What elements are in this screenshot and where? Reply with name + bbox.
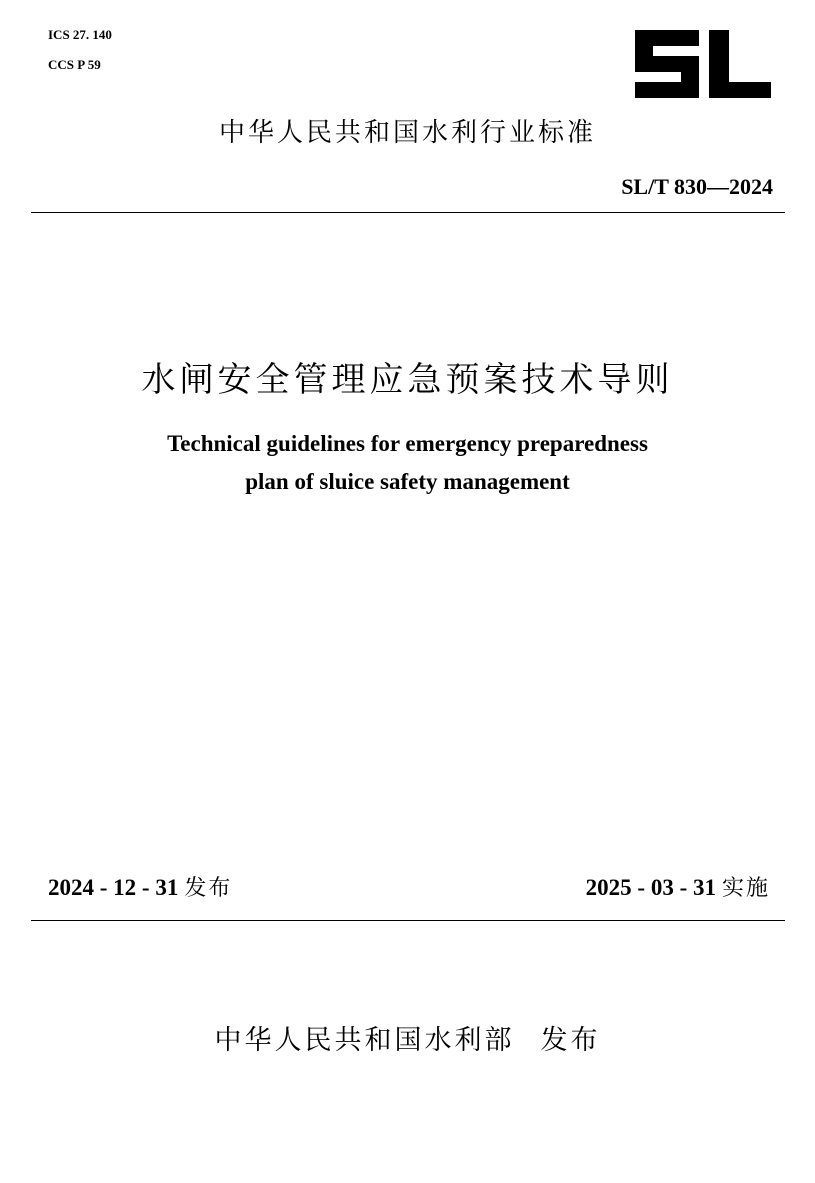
issue-label: 发布 xyxy=(184,876,233,901)
title-chinese: 水闸安全管理应急预案技术导则 xyxy=(141,360,674,400)
issue-date-value: 2024 - 12 - 31 xyxy=(48,875,179,900)
standard-number: SL/T 830—2024 xyxy=(621,174,773,199)
title-english-line-2: plan of sluice safety management xyxy=(245,469,570,494)
implementation-date xyxy=(586,871,770,902)
standard-category: 中华人民共和国水利行业标准 xyxy=(218,118,596,148)
sl-logo xyxy=(633,30,773,98)
bottom-divider xyxy=(31,920,785,921)
publisher xyxy=(0,1024,815,1058)
issue-date xyxy=(48,871,232,902)
title-english-line-1: Technical guidelines for emergency preparedness xyxy=(167,431,648,456)
top-divider xyxy=(31,212,785,213)
ics-code: ICS 27. 140 xyxy=(48,27,112,42)
implementation-label: 实施 xyxy=(721,876,770,901)
publisher-action: 发布 xyxy=(540,1025,601,1056)
implementation-date-value: 2025 - 03 - 31 xyxy=(585,875,716,900)
publisher-name: 中华人民共和国水利部 xyxy=(214,1025,515,1056)
ccs-code: CCS P 59 xyxy=(48,57,101,72)
